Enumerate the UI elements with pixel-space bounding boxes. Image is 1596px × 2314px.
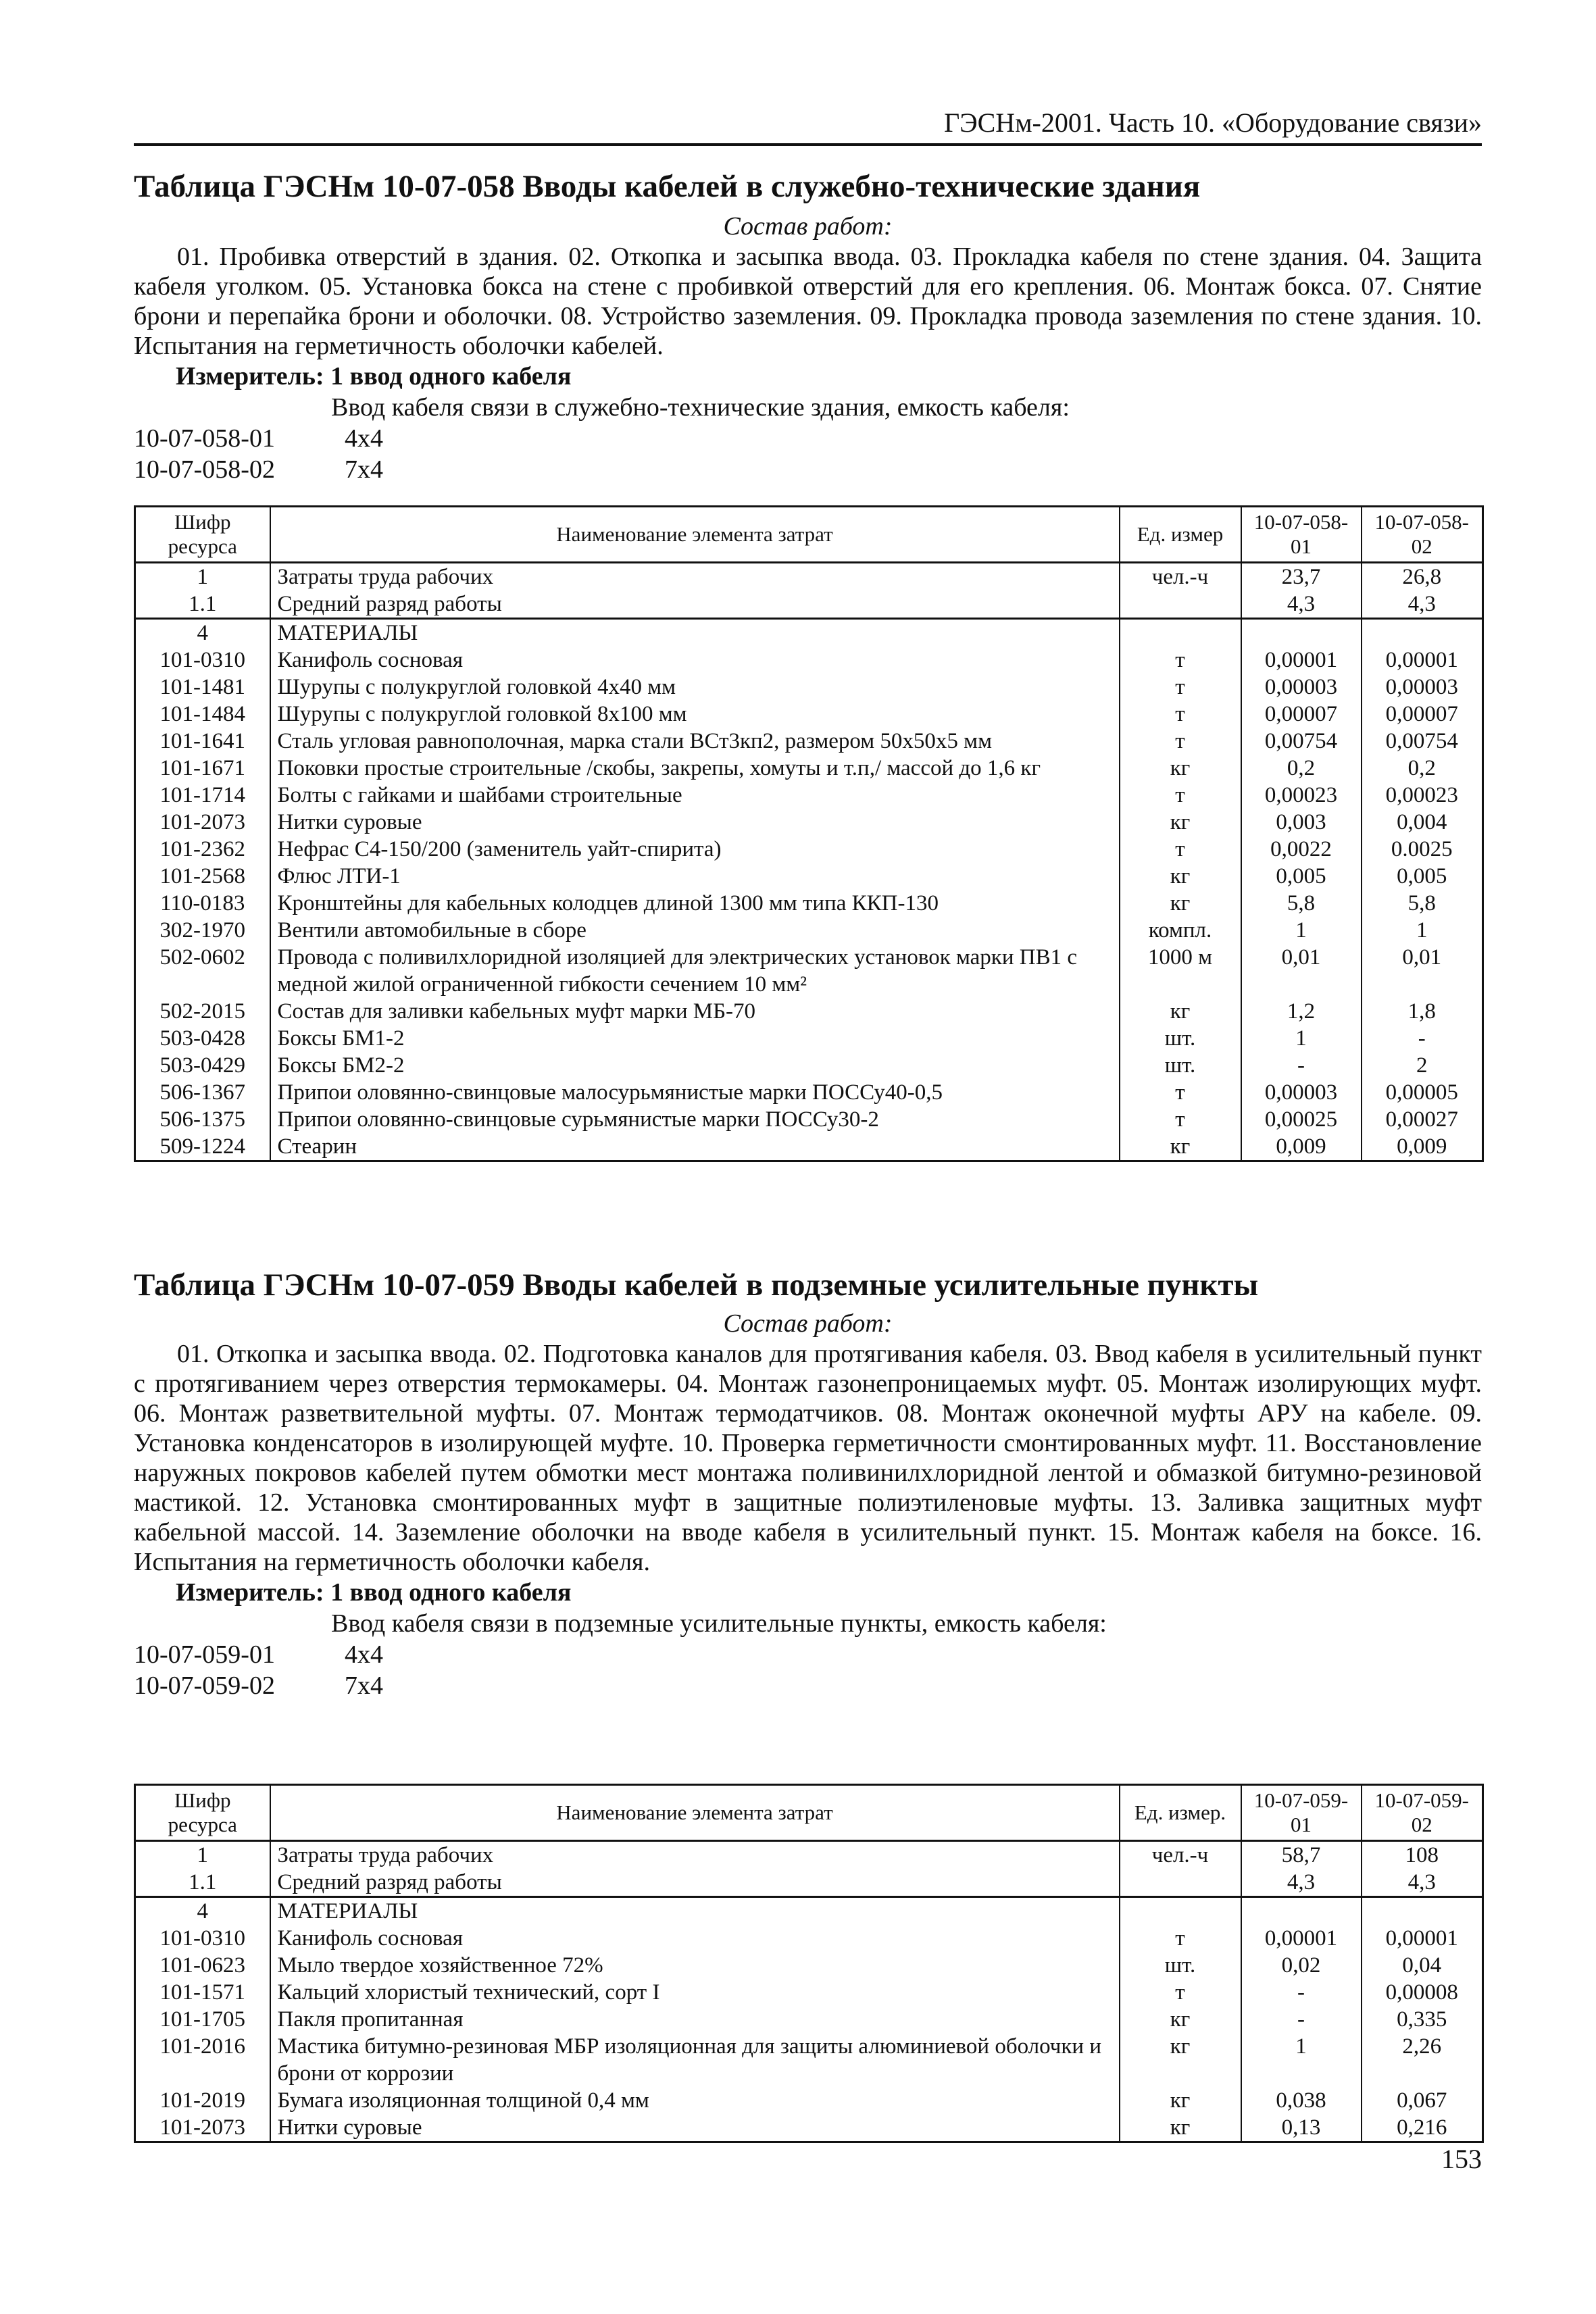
- resource-name: Кронштейны для кабельных колодцев длиной 1300 мм типа ККП-130: [270, 890, 1120, 917]
- norm-value-1: 58,7: [1241, 1841, 1362, 1869]
- table-row: [135, 863, 1483, 890]
- norm-value-2: 0,004: [1362, 809, 1483, 836]
- resource-unit: [1120, 1897, 1241, 1926]
- col-header-norm-2: 10-07-059-02: [1362, 1785, 1483, 1841]
- norm-value-2: 2: [1362, 1052, 1483, 1079]
- norm-value-2: 5,8: [1362, 890, 1483, 917]
- norm-value-1: 0,00025: [1241, 1106, 1362, 1133]
- resource-unit: т: [1120, 728, 1241, 755]
- norm-value-2: 0,04: [1362, 1952, 1483, 1979]
- capacity-subtitle: Ввод кабеля связи в подземные усилительные пункты, емкость кабеля:: [331, 1609, 1107, 1638]
- resource-name: Мастика битумно-резиновая МБР изоляционная для защиты алюминиевой оболочки и брони от коррозии: [270, 2033, 1120, 2087]
- table-row: [135, 1025, 1483, 1052]
- resource-name: Кальций хлористый технический, сорт I: [270, 1979, 1120, 2006]
- table-title: Таблица ГЭСНм 10-07-059 Вводы кабелей в подземные усилительные пункты: [134, 1267, 1259, 1303]
- table-row: [135, 1079, 1483, 1106]
- resource-code: 110-0183: [135, 890, 270, 917]
- norm-value-1: 0,2: [1241, 755, 1362, 782]
- norm-value-1: 0,038: [1241, 2087, 1362, 2114]
- norm-value-1: 0,13: [1241, 2114, 1362, 2142]
- norm-value-2: 0,009: [1362, 1133, 1483, 1161]
- resource-name: Затраты труда рабочих: [270, 563, 1120, 591]
- resource-code: 506-1367: [135, 1079, 270, 1106]
- norm-value-2: 0.0025: [1362, 836, 1483, 863]
- resource-name: Шурупы с полукруглой головкой 8х100 мм: [270, 701, 1120, 728]
- resource-name: Состав для заливки кабельных муфт марки МБ-70: [270, 998, 1120, 1025]
- table-row: [135, 998, 1483, 1025]
- norm-value-1: 0,02: [1241, 1952, 1362, 1979]
- resource-unit: кг: [1120, 890, 1241, 917]
- norm-value-2: 0,00005: [1362, 1079, 1483, 1106]
- col-header-code: Шифр ресурса: [135, 507, 270, 563]
- resource-code: 101-0310: [135, 647, 270, 674]
- norm-value-1: 1,2: [1241, 998, 1362, 1025]
- table-row: [135, 1052, 1483, 1079]
- table-row: [135, 701, 1483, 728]
- norm-value-1: 5,8: [1241, 890, 1362, 917]
- norm-value-1: 23,7: [1241, 563, 1362, 591]
- norm-code: 10-07-058-01: [134, 424, 275, 453]
- resource-code: 502-2015: [135, 998, 270, 1025]
- resource-code: 101-1641: [135, 728, 270, 755]
- norm-value-2: 0,00027: [1362, 1106, 1483, 1133]
- table-row: [135, 836, 1483, 863]
- norm-value-1: 0,009: [1241, 1133, 1362, 1161]
- measure-unit: Измеритель: 1 ввод одного кабеля: [176, 362, 572, 391]
- table-row: [135, 809, 1483, 836]
- resource-code: 4: [135, 619, 270, 647]
- col-header-norm-1: 10-07-059-01: [1241, 1785, 1362, 1841]
- norm-value-1: [1241, 619, 1362, 647]
- col-header-norm-1: 10-07-058-01: [1241, 507, 1362, 563]
- norm-value-2: 0,00001: [1362, 1925, 1483, 1952]
- table-row: [135, 619, 1483, 647]
- norm-value-1: 1: [1241, 1025, 1362, 1052]
- table-row: [135, 2114, 1483, 2142]
- works-description: 01. Откопка и засыпка ввода. 02. Подготовка каналов для протягивания кабеля. 03. Ввод кабеля в усилительный пункт с протягиванием через отверстия термокамеры. 04. Монтаж газонепроницаемых муфт. 05. Монтаж изолирующих муфт. 06. Монтаж разветвительной муфты. 07. Монтаж термодатчиков. 08. Монтаж оконечной муфты АРУ на кабеле. 09. Установка конденсаторов в изолирующей муфте. 10. Проверка герметичности смонтированных муфт. 11. Восстановление наружных покровов кабелей путем обмотки мест монтажа поливинилхлоридной лентой и обмазкой битумно-резиновой мастикой. 12. Установка смонтированных муфт в защитные полиэтиленовые муфты. 13. Заливка защитных муфт кабельной массой. 14. Заземление оболочки на вводе кабеля в усилительный пункт. 15. Монтаж кабеля на боксе. 16. Испытания на герметичность оболочки кабеля.: [134, 1340, 1482, 1576]
- resource-code: 4: [135, 1897, 270, 1926]
- table-row: [135, 2033, 1483, 2087]
- resource-table-058: [134, 505, 1484, 1162]
- resource-code: 509-1224: [135, 1133, 270, 1161]
- norm-code: 10-07-058-02: [134, 455, 275, 484]
- table-row: [135, 2087, 1483, 2114]
- resource-code: 1: [135, 1841, 270, 1869]
- norm-value-2: 0,00003: [1362, 674, 1483, 701]
- resource-name: Стеарин: [270, 1133, 1120, 1161]
- norm-value-2: 0,2: [1362, 755, 1483, 782]
- capacity-subtitle: Ввод кабеля связи в служебно-технические здания, емкость кабеля:: [331, 393, 1070, 422]
- norm-capacity: 7x4: [345, 455, 383, 484]
- norm-value-2: 108: [1362, 1841, 1483, 1869]
- norm-capacity: 7x4: [345, 1671, 383, 1700]
- norm-value-2: 1,8: [1362, 998, 1483, 1025]
- resource-code: 101-1481: [135, 674, 270, 701]
- norm-value-1: 0,01: [1241, 944, 1362, 998]
- resource-unit: кг: [1120, 2033, 1241, 2087]
- resource-unit: т: [1120, 1079, 1241, 1106]
- resource-unit: т: [1120, 701, 1241, 728]
- resource-code: 101-1705: [135, 2006, 270, 2033]
- resource-code: 101-0310: [135, 1925, 270, 1952]
- resource-name: Боксы БМ1-2: [270, 1025, 1120, 1052]
- measure-unit: Измеритель: 1 ввод одного кабеля: [176, 1578, 572, 1607]
- resource-code: 101-2568: [135, 863, 270, 890]
- norm-value-2: 1: [1362, 917, 1483, 944]
- resource-name: МАТЕРИАЛЫ: [270, 619, 1120, 647]
- norm-value-1: -: [1241, 1979, 1362, 2006]
- norm-value-2: [1362, 1897, 1483, 1926]
- norm-value-1: 0,00023: [1241, 782, 1362, 809]
- resource-name: Припои оловянно-свинцовые сурьмянистые марки ПОССу30-2: [270, 1106, 1120, 1133]
- norm-code: 10-07-059-02: [134, 1671, 275, 1700]
- resource-name: Средний разряд работы: [270, 1869, 1120, 1897]
- norm-value-2: 4,3: [1362, 1869, 1483, 1897]
- table-row: [135, 2006, 1483, 2033]
- page-number: 153: [1441, 2144, 1482, 2174]
- col-header-name: Наименование элемента затрат: [270, 507, 1120, 563]
- table-row: [135, 1979, 1483, 2006]
- resource-name: МАТЕРИАЛЫ: [270, 1897, 1120, 1926]
- norm-code-row: [134, 1670, 1482, 1701]
- resource-code: 503-0428: [135, 1025, 270, 1052]
- resource-code: 101-0623: [135, 1952, 270, 1979]
- table-row: [135, 1841, 1483, 1869]
- norm-value-1: 0,003: [1241, 809, 1362, 836]
- resource-name: Боксы БМ2-2: [270, 1052, 1120, 1079]
- resource-name: Бумага изоляционная толщиной 0,4 мм: [270, 2087, 1120, 2114]
- resource-code: 101-2362: [135, 836, 270, 863]
- norm-value-1: 4,3: [1241, 1869, 1362, 1897]
- norm-value-1: 0,005: [1241, 863, 1362, 890]
- resource-code: 101-2073: [135, 809, 270, 836]
- table-row: [135, 563, 1483, 591]
- norm-value-2: 0,005: [1362, 863, 1483, 890]
- resource-unit: кг: [1120, 2087, 1241, 2114]
- table-row: [135, 728, 1483, 755]
- norm-capacity: 4x4: [345, 1640, 383, 1669]
- resource-name: Сталь угловая равнополочная, марка стали ВСт3кп2, размером 50х50х5 мм: [270, 728, 1120, 755]
- resource-unit: шт.: [1120, 1952, 1241, 1979]
- resource-unit: т: [1120, 782, 1241, 809]
- table-row: [135, 782, 1483, 809]
- norm-value-2: -: [1362, 1025, 1483, 1052]
- norm-value-2: 0,216: [1362, 2114, 1483, 2142]
- table-058-intro: [134, 166, 1482, 485]
- table-header-row: [135, 1785, 1483, 1841]
- norm-value-2: 26,8: [1362, 563, 1483, 591]
- resource-unit: т: [1120, 1925, 1241, 1952]
- resource-unit: т: [1120, 647, 1241, 674]
- norm-value-2: 4,3: [1362, 590, 1483, 619]
- resource-unit: кг: [1120, 755, 1241, 782]
- norm-code-row: [134, 423, 1482, 454]
- norm-value-2: 0,335: [1362, 2006, 1483, 2033]
- resource-name: Припои оловянно-свинцовые малосурьмянистые марки ПОССу40-0,5: [270, 1079, 1120, 1106]
- table-row: [135, 890, 1483, 917]
- col-header-name: Наименование элемента затрат: [270, 1785, 1120, 1841]
- resource-code: 506-1375: [135, 1106, 270, 1133]
- resource-code: 101-1484: [135, 701, 270, 728]
- resource-code: 503-0429: [135, 1052, 270, 1079]
- norm-value-1: 4,3: [1241, 590, 1362, 619]
- norm-value-1: [1241, 1897, 1362, 1926]
- resource-name: Средний разряд работы: [270, 590, 1120, 619]
- norm-code: 10-07-059-01: [134, 1640, 275, 1669]
- resource-code: 101-2019: [135, 2087, 270, 2114]
- resource-code: 1: [135, 563, 270, 591]
- resource-unit: кг: [1120, 1133, 1241, 1161]
- works-description: 01. Пробивка отверстий в здания. 02. Откопка и засыпка ввода. 03. Прокладка кабеля по стене здания. 04. Защита кабеля уголком. 05. Установка бокса на стене с пробивкой отверстий для его крепления. 06. Монтаж бокса. 07. Снятие брони и перепайка брони и оболочки. 08. Устройство заземления. 09. Прокладка провода заземления по стене здания. 10. Испытания на герметичность оболочки кабелей.: [134, 243, 1482, 360]
- resource-name: Провода с поливилхлоридной изоляцией для электрических установок марки ПВ1 с медной жилой ограниченной гибкости сечением 10 мм²: [270, 944, 1120, 998]
- norm-value-1: 1: [1241, 2033, 1362, 2087]
- norm-value-1: -: [1241, 2006, 1362, 2033]
- resource-unit: кг: [1120, 2006, 1241, 2033]
- resource-unit: кг: [1120, 809, 1241, 836]
- resource-unit: шт.: [1120, 1052, 1241, 1079]
- resource-name: Нитки суровые: [270, 2114, 1120, 2142]
- resource-unit: кг: [1120, 863, 1241, 890]
- resource-code: 101-2016: [135, 2033, 270, 2087]
- resource-unit: т: [1120, 1979, 1241, 2006]
- resource-code: 101-2073: [135, 2114, 270, 2142]
- table-header-row: [135, 507, 1483, 563]
- col-header-norm-2: 10-07-058-02: [1362, 507, 1483, 563]
- resource-unit: 1000 м: [1120, 944, 1241, 998]
- composition-label: Состав работ:: [723, 1309, 893, 1338]
- table-row: [135, 647, 1483, 674]
- table-title: Таблица ГЭСНм 10-07-058 Вводы кабелей в служебно-технические здания: [134, 169, 1201, 204]
- norm-value-2: 0,00023: [1362, 782, 1483, 809]
- norm-capacity: 4x4: [345, 424, 383, 453]
- resource-code: 101-1571: [135, 1979, 270, 2006]
- table-row: [135, 944, 1483, 998]
- resource-unit: кг: [1120, 2114, 1241, 2142]
- resource-name: Канифоль сосновая: [270, 1925, 1120, 1952]
- resource-unit: т: [1120, 1106, 1241, 1133]
- norm-value-1: 0,0022: [1241, 836, 1362, 863]
- resource-unit: т: [1120, 674, 1241, 701]
- resource-code: 1.1: [135, 1869, 270, 1897]
- resource-unit: чел.-ч: [1120, 563, 1241, 591]
- table-row: [135, 1952, 1483, 1979]
- col-header-code: Шифр ресурса: [135, 1785, 270, 1841]
- table-row: [135, 1869, 1483, 1897]
- resource-name: Затраты труда рабочих: [270, 1841, 1120, 1869]
- norm-value-2: 0,01: [1362, 944, 1483, 998]
- resource-code: 101-1714: [135, 782, 270, 809]
- resource-name: Шурупы с полукруглой головкой 4х40 мм: [270, 674, 1120, 701]
- resource-unit: чел.-ч: [1120, 1841, 1241, 1869]
- norm-value-1: 0,00003: [1241, 674, 1362, 701]
- col-header-unit: Ед. измер.: [1120, 1785, 1241, 1841]
- resource-unit: компл.: [1120, 917, 1241, 944]
- composition-label: Состав работ:: [723, 212, 893, 241]
- resource-name: Мыло твердое хозяйственное 72%: [270, 1952, 1120, 1979]
- norm-value-2: 0,067: [1362, 2087, 1483, 2114]
- resource-unit: [1120, 590, 1241, 619]
- norm-value-1: 0,00003: [1241, 1079, 1362, 1106]
- norm-value-1: -: [1241, 1052, 1362, 1079]
- norm-value-1: 0,00754: [1241, 728, 1362, 755]
- header-rule: [134, 143, 1482, 146]
- table-row: [135, 1925, 1483, 1952]
- resource-unit: [1120, 619, 1241, 647]
- resource-unit: шт.: [1120, 1025, 1241, 1052]
- resource-name: Канифоль сосновая: [270, 647, 1120, 674]
- resource-table-059: [134, 1784, 1484, 2143]
- norm-code-row: [134, 1639, 1482, 1670]
- col-header-unit: Ед. измер: [1120, 507, 1241, 563]
- running-header: ГЭСНм-2001. Часть 10. «Оборудование связи»: [944, 107, 1482, 138]
- resource-name: Нитки суровые: [270, 809, 1120, 836]
- norm-value-2: 0,00001: [1362, 647, 1483, 674]
- norm-value-2: 2,26: [1362, 2033, 1483, 2087]
- resource-code: 302-1970: [135, 917, 270, 944]
- resource-unit: [1120, 1869, 1241, 1897]
- norm-value-1: 0,00001: [1241, 1925, 1362, 1952]
- norm-value-1: 0,00001: [1241, 647, 1362, 674]
- table-row: [135, 1106, 1483, 1133]
- resource-name: Поковки простые строительные /скобы, закрепы, хомуты и т.п,/ массой до 1,6 кг: [270, 755, 1120, 782]
- table-row: [135, 1897, 1483, 1926]
- resource-name: Вентили автомобильные в сборе: [270, 917, 1120, 944]
- norm-value-1: 0,00007: [1241, 701, 1362, 728]
- table-row: [135, 1133, 1483, 1161]
- table-row: [135, 590, 1483, 619]
- table-row: [135, 755, 1483, 782]
- resource-name: Флюс ЛТИ-1: [270, 863, 1120, 890]
- resource-unit: кг: [1120, 998, 1241, 1025]
- norm-value-2: 0,00007: [1362, 701, 1483, 728]
- norm-value-2: 0,00754: [1362, 728, 1483, 755]
- norm-value-2: 0,00008: [1362, 1979, 1483, 2006]
- norm-value-2: [1362, 619, 1483, 647]
- resource-name: Нефрас С4-150/200 (заменитель уайт-спирита): [270, 836, 1120, 863]
- table-row: [135, 674, 1483, 701]
- table-059-intro: [134, 1265, 1482, 1701]
- norm-code-row: [134, 454, 1482, 485]
- table-row: [135, 917, 1483, 944]
- resource-code: 1.1: [135, 590, 270, 619]
- resource-unit: т: [1120, 836, 1241, 863]
- resource-name: Болты с гайками и шайбами строительные: [270, 782, 1120, 809]
- resource-code: 502-0602: [135, 944, 270, 998]
- norm-value-1: 1: [1241, 917, 1362, 944]
- resource-code: 101-1671: [135, 755, 270, 782]
- resource-name: Пакля пропитанная: [270, 2006, 1120, 2033]
